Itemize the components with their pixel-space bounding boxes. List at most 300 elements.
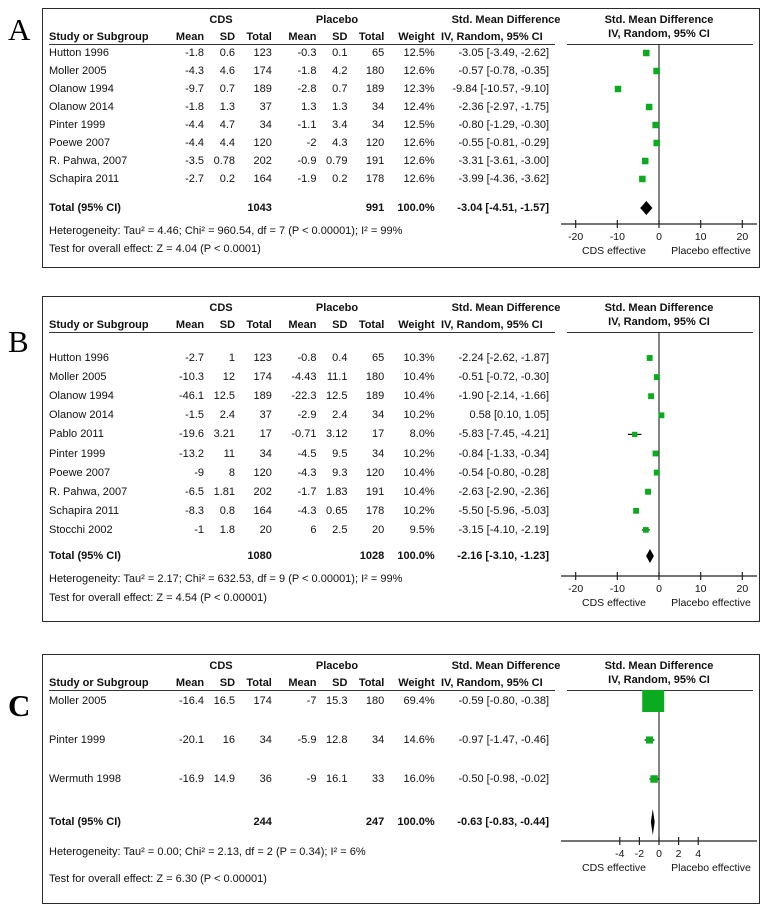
cell-total1: 34 <box>259 734 272 746</box>
cell-total1: 189 <box>253 390 272 403</box>
cell-mean2: -5.9 <box>297 734 317 746</box>
cell-total1: 164 <box>253 173 272 185</box>
cell-total2: 991 <box>365 202 385 214</box>
cell-sd2: 4.2 <box>332 65 348 77</box>
cell-name: Moller 2005 <box>49 371 107 384</box>
cell-name: Poewe 2007 <box>49 466 111 479</box>
cell-total2: Total <box>358 677 385 689</box>
cell-total1: 37 <box>259 101 272 113</box>
cell-total1: 120 <box>253 137 272 149</box>
overall-effect-text: Test for overall effect: Z = 4.54 (P < 0.00001) <box>49 592 267 604</box>
cell-ci_text: -0.54 [-0.80, -0.28] <box>458 466 550 479</box>
cell-mean1: -3.5 <box>185 155 205 167</box>
cell-mean1: -4.4 <box>185 119 205 131</box>
cell-mean1: -9 <box>194 466 205 479</box>
cell-sd1: 16 <box>222 734 236 746</box>
cell-sd1: 16.5 <box>213 695 236 707</box>
cell-total2: Total <box>358 319 385 331</box>
cell-total2: 65 <box>372 47 385 59</box>
group-header-cds: CDS <box>209 14 233 26</box>
cell-mean2: -0.8 <box>297 352 317 364</box>
cell-name: Moller 2005 <box>49 695 107 707</box>
forest-square <box>642 690 664 712</box>
cell-mean1: -1.8 <box>185 101 205 113</box>
overall-effect-text: Test for overall effect: Z = 4.04 (P < 0.0001) <box>49 243 261 255</box>
cell-sd1: 0.7 <box>219 83 236 95</box>
cell-weight: 12.6% <box>403 65 435 77</box>
cell-weight: 16.0% <box>403 773 435 785</box>
cell-sd2: 0.4 <box>332 352 348 364</box>
cell-name: Schapira 2011 <box>49 173 120 185</box>
cell-weight: 10.4% <box>403 485 435 498</box>
cell-weight: 8.0% <box>409 428 435 441</box>
cell-name: Total (95% CI) <box>49 550 121 562</box>
cell-sd2: 12.5 <box>326 390 348 403</box>
heterogeneity-text: Heterogeneity: Tau² = 4.46; Chi² = 960.54, df = 7 (P < 0.00001); I² = 99% <box>49 225 403 237</box>
cell-total2: 191 <box>365 485 385 498</box>
smd-column-header: Std. Mean Difference <box>451 302 561 314</box>
axis-tick-label: 2 <box>675 848 682 860</box>
cell-weight: 10.4% <box>403 390 435 403</box>
axis-tick-label: -10 <box>609 231 625 243</box>
summary-diamond <box>651 809 655 835</box>
cell-total2: 247 <box>365 816 385 828</box>
cell-sd1: 12.5 <box>213 390 236 403</box>
panel-label: A <box>8 12 31 47</box>
cell-weight: 12.5% <box>403 47 435 59</box>
cell-weight: 100.0% <box>397 550 435 562</box>
cell-name: Pinter 1999 <box>49 119 106 131</box>
cell-total2: 34 <box>372 447 385 460</box>
cell-sd1: 3.21 <box>213 428 236 441</box>
axis-tick-label: 0 <box>656 848 662 860</box>
cell-weight: Weight <box>398 677 435 689</box>
cell-sd1: 1 <box>228 352 236 364</box>
cell-mean2: -1.9 <box>297 173 317 185</box>
cell-sd2: 2.4 <box>332 409 348 422</box>
forest-square <box>654 470 660 476</box>
cell-mean1: -20.1 <box>178 734 205 746</box>
cell-total2: 180 <box>365 371 385 384</box>
cell-ci_text: -0.50 [-0.98, -0.02] <box>458 773 550 785</box>
cell-weight: 100.0% <box>397 202 435 214</box>
cell-total1: 34 <box>259 119 272 131</box>
cell-mean2: Mean <box>288 31 317 43</box>
cell-name: Study or Subgroup <box>49 677 149 689</box>
cell-total1: 17 <box>259 428 272 441</box>
cell-total2: 1028 <box>359 550 385 562</box>
cell-sd1: 0.2 <box>219 173 236 185</box>
cell-total1: Total <box>246 319 272 331</box>
cell-total2: 65 <box>372 352 385 364</box>
forest-square <box>643 527 649 533</box>
cell-total2: 34 <box>372 734 385 746</box>
overall-effect-text: Test for overall effect: Z = 6.30 (P < 0.00001) <box>49 873 267 885</box>
cell-name: Olanow 1994 <box>49 390 114 403</box>
cell-weight: 69.4% <box>403 695 435 707</box>
cell-name: Moller 2005 <box>49 65 107 77</box>
cell-ci_text: -3.15 [-4.10, -2.19] <box>458 523 550 536</box>
cell-mean2: -1.7 <box>297 485 317 498</box>
cell-mean2: -2.8 <box>297 83 317 95</box>
cell-total2: 180 <box>365 695 385 707</box>
cell-mean1: -2.7 <box>185 352 205 364</box>
cell-name: R. Pahwa, 2007 <box>49 485 128 498</box>
cell-sd2: 9.5 <box>332 447 348 460</box>
axis-tick-label: -20 <box>568 583 584 595</box>
axis-tick-label: 0 <box>656 231 662 243</box>
cell-sd2: 0.1 <box>332 47 348 59</box>
forest-plot-svg <box>43 655 759 901</box>
cell-mean1: Mean <box>175 319 205 331</box>
cell-ci_text: -0.84 [-1.33, -0.34] <box>458 447 550 460</box>
forest-plot-panel <box>42 296 760 622</box>
cell-sd2: 11.1 <box>326 371 348 384</box>
cell-total1: 174 <box>253 695 272 707</box>
cell-total1: 120 <box>253 466 272 479</box>
axis-tick-label: 10 <box>694 583 707 595</box>
axis-tick-label: -2 <box>634 848 645 860</box>
cell-sd2: 0.2 <box>332 173 348 185</box>
cell-ci_text: -9.84 [-10.57, -9.10] <box>452 83 550 95</box>
group-header-cds: CDS <box>209 660 233 672</box>
cell-mean2: -2.9 <box>297 409 317 422</box>
cell-total1: 34 <box>259 447 272 460</box>
cell-ci_text: -3.04 [-4.51, -1.57] <box>457 202 550 214</box>
cell-sd1: 14.9 <box>213 773 236 785</box>
cell-total1: 164 <box>253 504 272 517</box>
cell-sd2: 1.83 <box>326 485 348 498</box>
cell-sd1: 0.78 <box>213 155 236 167</box>
axis-tick-label: -20 <box>568 231 584 243</box>
plot-column-header: Std. Mean Difference <box>604 302 714 314</box>
cell-mean1: -1.5 <box>185 409 205 422</box>
cell-mean2: -4.5 <box>297 447 317 460</box>
cell-sd2: SD <box>332 677 348 689</box>
cell-total1: Total <box>246 31 272 43</box>
forest-square <box>652 122 659 129</box>
cell-total2: 120 <box>365 137 385 149</box>
cell-name: Poewe 2007 <box>49 137 111 149</box>
cell-mean1: -9.7 <box>185 83 205 95</box>
cell-total2: 120 <box>365 466 385 479</box>
cell-mean2: -4.3 <box>297 466 317 479</box>
group-header-placebo: Placebo <box>315 302 359 314</box>
cell-sd2: 3.12 <box>326 428 348 441</box>
summary-diamond <box>646 549 654 563</box>
cell-sd1: 12 <box>222 371 236 384</box>
forest-square <box>648 393 654 399</box>
cell-sd1: 8 <box>228 466 236 479</box>
cell-sd2: 3.4 <box>332 119 348 131</box>
cell-name: Study or Subgroup <box>49 31 149 43</box>
cell-sd1: 4.4 <box>219 137 236 149</box>
axis-tick-label: -4 <box>615 848 625 860</box>
heterogeneity-text: Heterogeneity: Tau² = 0.00; Chi² = 2.13, df = 2 (P = 0.34); I² = 6% <box>49 846 366 858</box>
cell-total1: 20 <box>259 523 272 536</box>
cell-weight: 10.3% <box>403 352 435 364</box>
axis-left-label: CDS effective <box>582 862 646 874</box>
cell-total1: Total <box>246 677 272 689</box>
cell-mean1: -16.4 <box>178 695 205 707</box>
cell-name: Pinter 1999 <box>49 447 106 460</box>
cell-total1: 123 <box>253 352 272 364</box>
axis-right-label: Placebo effective <box>671 245 751 257</box>
cell-sd1: SD <box>219 319 236 331</box>
cell-total1: 244 <box>253 816 272 828</box>
cell-ci_text: -0.80 [-1.29, -0.30] <box>458 119 550 131</box>
cell-mean1: -6.5 <box>185 485 205 498</box>
forest-square <box>653 140 660 147</box>
cell-mean2: 6 <box>310 523 317 536</box>
group-header-placebo: Placebo <box>315 660 359 672</box>
cell-mean1: -13.2 <box>178 447 205 460</box>
cell-total2: 178 <box>365 173 385 185</box>
cell-name: Study or Subgroup <box>49 319 149 331</box>
cell-ci_text: -2.63 [-2.90, -2.36] <box>458 485 550 498</box>
cell-ci_text: -0.59 [-0.80, -0.38] <box>458 695 550 707</box>
cell-name: Hutton 1996 <box>49 352 109 364</box>
cell-sd2: 15.3 <box>326 695 348 707</box>
cell-mean2: -9 <box>306 773 317 785</box>
cell-sd2: 12.8 <box>326 734 348 746</box>
forest-square <box>646 104 652 110</box>
forest-square <box>633 508 639 514</box>
forest-square <box>642 158 649 165</box>
cell-weight: 10.2% <box>403 447 435 460</box>
cell-sd1: 1.81 <box>213 485 236 498</box>
cell-name: Hutton 1996 <box>49 47 109 59</box>
cell-total1: 202 <box>253 155 272 167</box>
cell-mean1: -16.9 <box>178 773 205 785</box>
cell-name: Olanow 2014 <box>49 409 114 422</box>
cell-sd2: 0.79 <box>326 155 348 167</box>
cell-total2: 189 <box>365 83 385 95</box>
cell-total2: 17 <box>372 428 385 441</box>
forest-square <box>639 176 646 183</box>
cell-ci_text: IV, Random, 95% CI <box>441 677 543 689</box>
cell-sd1: 0.6 <box>219 47 236 59</box>
cell-total1: 189 <box>253 83 272 95</box>
cell-sd1: 0.8 <box>219 504 236 517</box>
cell-mean1: -10.3 <box>178 371 205 384</box>
axis-tick-label: 0 <box>656 583 662 595</box>
heterogeneity-text: Heterogeneity: Tau² = 2.17; Chi² = 632.53, df = 9 (P < 0.00001); I² = 99% <box>49 573 403 585</box>
cell-name: Olanow 1994 <box>49 83 114 95</box>
cell-name: Stocchi 2002 <box>49 523 113 536</box>
cell-ci_text: -2.36 [-2.97, -1.75] <box>458 101 550 113</box>
cell-ci_text: -5.83 [-7.45, -4.21] <box>458 428 550 441</box>
axis-left-label: CDS effective <box>582 597 646 609</box>
panel-b <box>0 296 766 622</box>
cell-weight: 10.4% <box>403 371 435 384</box>
cell-ci_text: IV, Random, 95% CI <box>441 319 543 331</box>
cell-total1: 37 <box>259 409 272 422</box>
cell-weight: 100.0% <box>397 816 435 828</box>
forest-square <box>647 355 653 361</box>
cell-name: R. Pahwa, 2007 <box>49 155 128 167</box>
cell-weight: 12.4% <box>403 101 435 113</box>
cell-mean1: -4.4 <box>185 137 205 149</box>
cell-weight: 10.4% <box>403 466 435 479</box>
cell-total1: 123 <box>253 47 272 59</box>
cell-total2: 178 <box>365 504 385 517</box>
forest-square <box>650 775 657 782</box>
cell-ci_text: -1.90 [-2.14, -1.66] <box>458 390 550 403</box>
cell-mean1: -1.8 <box>185 47 205 59</box>
cell-ci_text: -0.51 [-0.72, -0.30] <box>458 371 550 384</box>
cell-weight: 12.6% <box>403 155 435 167</box>
cell-mean2: -7 <box>306 695 317 707</box>
cell-name: Olanow 2014 <box>49 101 114 113</box>
axis-left-label: CDS effective <box>582 245 646 257</box>
forest-square <box>632 432 637 437</box>
cell-weight: 10.2% <box>403 504 435 517</box>
cell-name: Total (95% CI) <box>49 202 121 214</box>
axis-right-label: Placebo effective <box>671 862 751 874</box>
cell-mean1: Mean <box>175 31 205 43</box>
cell-sd1: SD <box>219 31 236 43</box>
cell-sd2: 9.3 <box>332 466 348 479</box>
plot-column-subheader: IV, Random, 95% CI <box>608 316 710 328</box>
cell-ci_text: IV, Random, 95% CI <box>441 31 543 43</box>
forest-square <box>653 68 660 75</box>
cell-ci_text: -0.97 [-1.47, -0.46] <box>458 734 550 746</box>
forest-square <box>654 374 660 380</box>
cell-ci_text: -0.63 [-0.83, -0.44] <box>457 816 550 828</box>
axis-tick-label: 4 <box>695 848 702 860</box>
cell-total1: 1080 <box>247 550 272 562</box>
cell-sd1: 11 <box>223 447 236 460</box>
cell-total2: 34 <box>372 119 385 131</box>
cell-total2: 189 <box>365 390 385 403</box>
cell-mean2: -4.43 <box>291 371 317 384</box>
panel-label: B <box>8 324 29 359</box>
cell-mean2: -1.8 <box>297 65 317 77</box>
cell-ci_text: -2.24 [-2.62, -1.87] <box>458 352 550 364</box>
plot-column-header: Std. Mean Difference <box>604 14 714 26</box>
group-header-cds: CDS <box>209 302 233 314</box>
cell-mean2: Mean <box>288 319 317 331</box>
forest-square <box>646 736 653 743</box>
group-header-placebo: Placebo <box>315 14 359 26</box>
forest-plot-panel <box>42 8 760 268</box>
cell-total2: 191 <box>365 155 385 167</box>
cell-mean2: -1.1 <box>297 119 317 131</box>
panel-label: C <box>8 688 31 723</box>
cell-mean2: -22.3 <box>291 390 317 403</box>
cell-ci_text: -3.05 [-3.49, -2.62] <box>458 47 550 59</box>
cell-total2: Total <box>358 31 385 43</box>
smd-column-header: Std. Mean Difference <box>451 660 561 672</box>
cell-mean1: -4.3 <box>185 65 205 77</box>
cell-total1: 202 <box>253 485 272 498</box>
cell-mean1: Mean <box>175 677 205 689</box>
cell-mean1: -1 <box>194 523 205 536</box>
cell-total1: 36 <box>259 773 272 785</box>
cell-mean2: 1.3 <box>301 101 317 113</box>
axis-right-label: Placebo effective <box>671 597 751 609</box>
cell-mean1: -2.7 <box>185 173 205 185</box>
axis-tick-label: 20 <box>736 583 749 595</box>
cell-sd2: 1.3 <box>332 101 348 113</box>
cell-name: Schapira 2011 <box>49 504 120 517</box>
cell-ci_text: -0.55 [-0.81, -0.29] <box>458 137 550 149</box>
cell-name: Pinter 1999 <box>49 734 106 746</box>
plot-column-header: Std. Mean Difference <box>604 660 714 672</box>
cell-sd1: 1.3 <box>219 101 236 113</box>
cell-mean2: -0.71 <box>291 428 317 441</box>
cell-sd2: 16.1 <box>326 773 348 785</box>
forest-square <box>653 451 659 457</box>
cell-ci_text: -2.16 [-3.10, -1.23] <box>457 550 550 562</box>
forest-square <box>615 86 621 92</box>
panel-c <box>0 654 766 904</box>
cell-sd2: 2.5 <box>332 523 348 536</box>
cell-total2: 34 <box>372 101 385 113</box>
cell-mean2: -0.9 <box>297 155 317 167</box>
smd-column-header: Std. Mean Difference <box>451 14 561 26</box>
axis-tick-label: 20 <box>736 231 749 243</box>
forest-square <box>658 412 664 418</box>
cell-sd2: SD <box>332 319 348 331</box>
cell-sd2: 4.3 <box>332 137 348 149</box>
cell-weight: 12.6% <box>403 137 435 149</box>
cell-weight: 12.6% <box>403 173 435 185</box>
cell-mean2: -0.3 <box>297 47 317 59</box>
cell-sd1: SD <box>219 677 236 689</box>
cell-sd1: 1.8 <box>219 523 236 536</box>
cell-total2: 33 <box>372 773 385 785</box>
cell-mean2: -2 <box>306 137 317 149</box>
panel-a <box>0 8 766 268</box>
cell-sd1: 2.4 <box>219 409 236 422</box>
cell-name: Total (95% CI) <box>49 816 121 828</box>
cell-sd1: 4.6 <box>219 65 236 77</box>
cell-ci_text: 0.58 [0.10, 1.05] <box>469 409 550 422</box>
cell-weight: 9.5% <box>409 523 435 536</box>
forest-square <box>645 489 651 495</box>
cell-weight: Weight <box>398 31 435 43</box>
forest-square <box>643 50 650 57</box>
cell-weight: Weight <box>398 319 435 331</box>
axis-tick-label: 10 <box>694 231 707 243</box>
cell-mean1: -19.6 <box>178 428 205 441</box>
cell-sd2: 0.7 <box>332 83 348 95</box>
cell-mean1: -46.1 <box>178 390 205 403</box>
cell-total1: 1043 <box>247 202 272 214</box>
plot-column-subheader: IV, Random, 95% CI <box>608 674 710 686</box>
cell-ci_text: -3.99 [-4.36, -3.62] <box>458 173 550 185</box>
cell-sd2: SD <box>332 31 348 43</box>
cell-total2: 180 <box>365 65 385 77</box>
cell-total2: 20 <box>372 523 385 536</box>
cell-weight: 12.3% <box>403 83 435 95</box>
cell-ci_text: -3.31 [-3.61, -3.00] <box>458 155 550 167</box>
forest-plot-svg <box>43 9 759 265</box>
cell-name: Pablo 2011 <box>49 428 104 441</box>
forest-plot-svg <box>43 297 759 619</box>
forest-plot-panel <box>42 654 760 904</box>
axis-tick-label: -10 <box>609 583 625 595</box>
cell-weight: 14.6% <box>403 734 435 746</box>
cell-total1: 174 <box>253 65 272 77</box>
cell-mean2: -4.3 <box>297 504 317 517</box>
cell-sd2: 0.65 <box>326 504 348 517</box>
cell-ci_text: -5.50 [-5.96, -5.03] <box>458 504 550 517</box>
plot-column-subheader: IV, Random, 95% CI <box>608 28 710 40</box>
cell-weight: 12.5% <box>403 119 435 131</box>
